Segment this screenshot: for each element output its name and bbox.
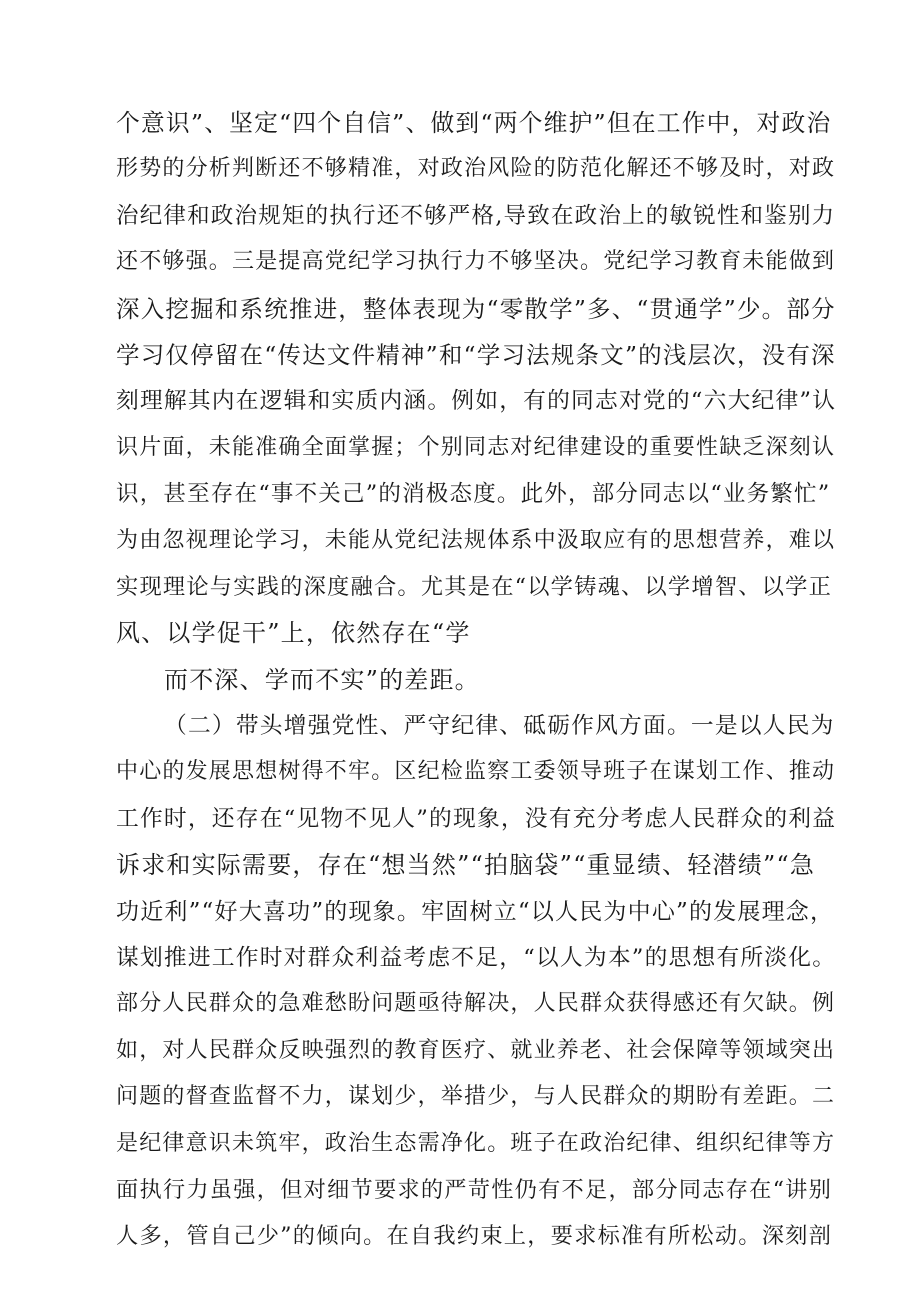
- text-line: 面执行力虽强，但对细节要求的严苛性仍有不足，部分同志存在“讲别: [116, 1176, 833, 1203]
- text-line: 形势的分析判断还不够精准，对政治风险的防范化解还不够及时，对政: [116, 156, 836, 182]
- text-line: 是纪律意识未筑牢，政治生态需净化。班子在政治纪律、组织纪律等方: [116, 1130, 836, 1156]
- text-line: 个意识”、坚定“四个自信”、做到“两个维护”但在工作中，对政治: [116, 109, 832, 137]
- text-line: 中心的发展思想树得不牢。区纪检监察工委领导班子在谋划工作、推动: [116, 759, 836, 785]
- text-line: 实现理论与实践的深度融合。尤其是在“以学铸魂、以学增智、以学正: [116, 573, 833, 600]
- text-line: （二）带头增强党性、严守纪律、砥砺作风方面。一是以人民为: [164, 713, 835, 740]
- text-line: 治纪律和政治规矩的执行还不够严格,导致在政治上的敏锐性和鉴别力: [116, 202, 836, 229]
- text-line: 识片面，未能准确全面掌握；个别同志对纪律建设的重要性缺乏深刻认: [116, 434, 836, 460]
- text-line: 问题的督查监督不力，谋划少，举措少，与人民群众的期盼有差距。二: [116, 1084, 836, 1110]
- text-line: 工作时，还存在“见物不见人”的现象，没有充分考虑人民群众的利益: [116, 805, 837, 832]
- text-line: 风、以学促干”上，依然存在“学: [116, 619, 471, 648]
- text-line: 为由忽视理论学习，未能从党纪法规体系中汲取应有的思想营养，难以: [116, 527, 836, 553]
- text-line: 如，对人民群众反映强烈的教育医疗、就业养老、社会保障等领域突出: [116, 1037, 836, 1063]
- text-line: 而不深、学而不实”的差距。: [164, 665, 480, 694]
- text-line: 学习仅停留在“传达文件精神”和“学习法规条文”的浅层次，没有深: [116, 340, 836, 369]
- text-line: 刻理解其内在逻辑和实质内涵。例如，有的同志对党的“六大纪律”认: [116, 388, 837, 415]
- text-line: 识，甚至存在“事不关己”的消极态度。此外，部分同志以“业务繁忙”: [116, 481, 831, 508]
- text-line: 深入挖掘和系统推进，整体表现为“零散学”多、“贯通学”少。部分: [116, 294, 836, 323]
- text-line: 人多，管自己少”的倾向。在自我约束上，要求标准有所松动。深刻剖: [116, 1223, 833, 1250]
- text-line: 诉求和实际需要，存在“想当然”“拍脑袋”“重显绩、轻潜绩”“急: [116, 851, 816, 880]
- text-line: 部分人民群众的急难愁盼问题亟待解决，人民群众获得感还有欠缺。例: [116, 991, 836, 1017]
- text-line: 还不够强。三是提高党纪学习执行力不够坚决。党纪学习教育未能做到: [116, 249, 836, 275]
- text-line: 谋划推进工作时对群众利益考虑不足，“以人为本”的思想有所淡化。: [116, 945, 837, 972]
- document-body: [116, 100, 836, 1260]
- text-line: 功近利”“好大喜功”的现象。牢固树立“以人民为中心”的发展理念，: [116, 898, 835, 925]
